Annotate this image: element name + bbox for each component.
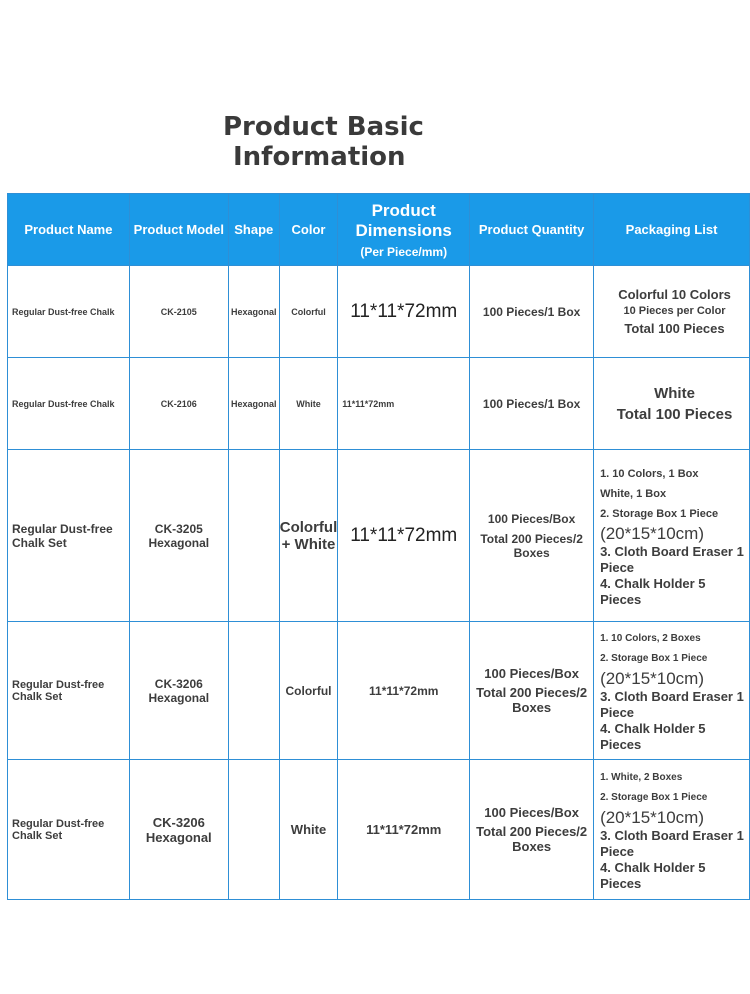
table-row [8, 450, 750, 622]
cell-quantity [470, 450, 594, 622]
cell-packaging [594, 622, 750, 760]
packaging-line: Total 100 Pieces [616, 405, 733, 423]
packaging-line: 2. Storage Box 1 Piece [600, 507, 719, 520]
cell-product-name: Regular Dust-free Chalk [8, 266, 130, 358]
packaging-line: 4. Chalk Holder 5 Pieces [600, 720, 706, 752]
packaging-line: 4. Chalk Holder 5 Pieces [600, 859, 706, 891]
cell-shape [228, 760, 279, 900]
cell-packaging [594, 358, 750, 450]
cell-dimensions: 11*11*72mm [338, 622, 470, 760]
title-line-1: Product Basic [223, 112, 424, 142]
cell-product-model: CK-2106 [129, 358, 228, 450]
header-dimensions-unit: (Per Piece/mm) [360, 244, 448, 259]
cell-dimensions: 11*11*72mm [338, 450, 470, 622]
packaging-line: 2. Storage Box 1 Piece [600, 652, 708, 664]
header-packaging: Packaging List [594, 194, 750, 266]
cell-packaging [594, 450, 750, 622]
header-color: Color [279, 194, 338, 266]
header-dimensions-title: Product Dimensions [355, 200, 452, 240]
cell-shape [228, 622, 279, 760]
packaging-line: Colorful 10 Colors [618, 287, 731, 302]
model-shape: Hexagonal [148, 535, 210, 550]
packaging-line: (20*15*10cm) [600, 807, 705, 827]
cell-packaging [594, 266, 750, 358]
packaging-line: 10 Pieces per Color [623, 305, 726, 317]
cell-dimensions: 11*11*72mm [338, 266, 470, 358]
packaging-line: Total 100 Pieces [624, 321, 725, 336]
model-shape: Hexagonal [148, 690, 210, 705]
table-row [8, 760, 750, 900]
page-title [223, 112, 424, 172]
header-product-name: Product Name [8, 194, 130, 266]
packaging-line: 1. 10 Colors, 1 Box [600, 467, 699, 480]
model-code: CK-3205 [154, 521, 203, 536]
cell-color: White [279, 760, 338, 900]
packaging-line: 3. Cloth Board Eraser 1 Piece [600, 827, 744, 859]
cell-dimensions: 11*11*72mm [338, 358, 470, 450]
cell-quantity [470, 622, 594, 760]
packaging-line: (20*15*10cm) [600, 668, 705, 688]
cell-product-name: Regular Dust-free Chalk Set [8, 622, 130, 760]
packaging-line: 2. Storage Box 1 Piece [600, 791, 708, 803]
quantity-per-box: 100 Pieces/Box [484, 666, 579, 681]
table-row [8, 266, 750, 358]
packaging-line: 1. White, 2 Boxes [600, 771, 683, 783]
header-quantity: Product Quantity [470, 194, 594, 266]
table-row [8, 358, 750, 450]
quantity-total: Total 200 Pieces/2 Boxes [476, 685, 588, 715]
cell-color: Colorful + White [279, 450, 338, 622]
packaging-line: 3. Cloth Board Eraser 1 Piece [600, 688, 744, 720]
model-code: CK-3206 [152, 814, 205, 830]
header-row [8, 194, 750, 266]
product-info-table [7, 193, 750, 900]
packaging-line: (20*15*10cm) [600, 523, 705, 543]
cell-color: White [279, 358, 338, 450]
cell-packaging [594, 760, 750, 900]
cell-quantity [470, 760, 594, 900]
cell-product-model [129, 622, 228, 760]
cell-shape [228, 450, 279, 622]
packaging-line: 1. 10 Colors, 2 Boxes [600, 632, 701, 644]
packaging-line: 4. Chalk Holder 5 Pieces [600, 575, 706, 607]
cell-quantity: 100 Pieces/1 Box [470, 358, 594, 450]
cell-product-model: CK-2105 [129, 266, 228, 358]
title-line-2: Information [233, 142, 406, 172]
cell-quantity: 100 Pieces/1 Box [470, 266, 594, 358]
packaging-line: White, 1 Box [600, 487, 667, 500]
cell-shape: Hexagonal [228, 266, 279, 358]
model-shape: Hexagonal [145, 829, 212, 845]
cell-shape: Hexagonal [228, 358, 279, 450]
quantity-per-box: 100 Pieces/Box [484, 805, 579, 820]
table-row [8, 622, 750, 760]
cell-color: Colorful [279, 622, 338, 760]
header-shape: Shape [228, 194, 279, 266]
cell-product-name: Regular Dust-free Chalk Set [8, 760, 130, 900]
cell-product-model [129, 760, 228, 900]
quantity-total: Total 200 Pieces/2 Boxes [480, 531, 583, 560]
quantity-per-box: 100 Pieces/Box [487, 511, 576, 526]
model-code: CK-3206 [154, 676, 203, 691]
quantity-total: Total 200 Pieces/2 Boxes [476, 824, 588, 854]
header-dimensions [338, 194, 470, 266]
packaging-line: 3. Cloth Board Eraser 1 Piece [600, 543, 744, 575]
cell-color: Colorful [279, 266, 338, 358]
cell-product-name: Regular Dust-free Chalk [8, 358, 130, 450]
cell-product-name: Regular Dust-free Chalk Set [8, 450, 130, 622]
header-product-model: Product Model [129, 194, 228, 266]
packaging-line: White [654, 384, 695, 402]
cell-product-model [129, 450, 228, 622]
cell-dimensions: 11*11*72mm [338, 760, 470, 900]
